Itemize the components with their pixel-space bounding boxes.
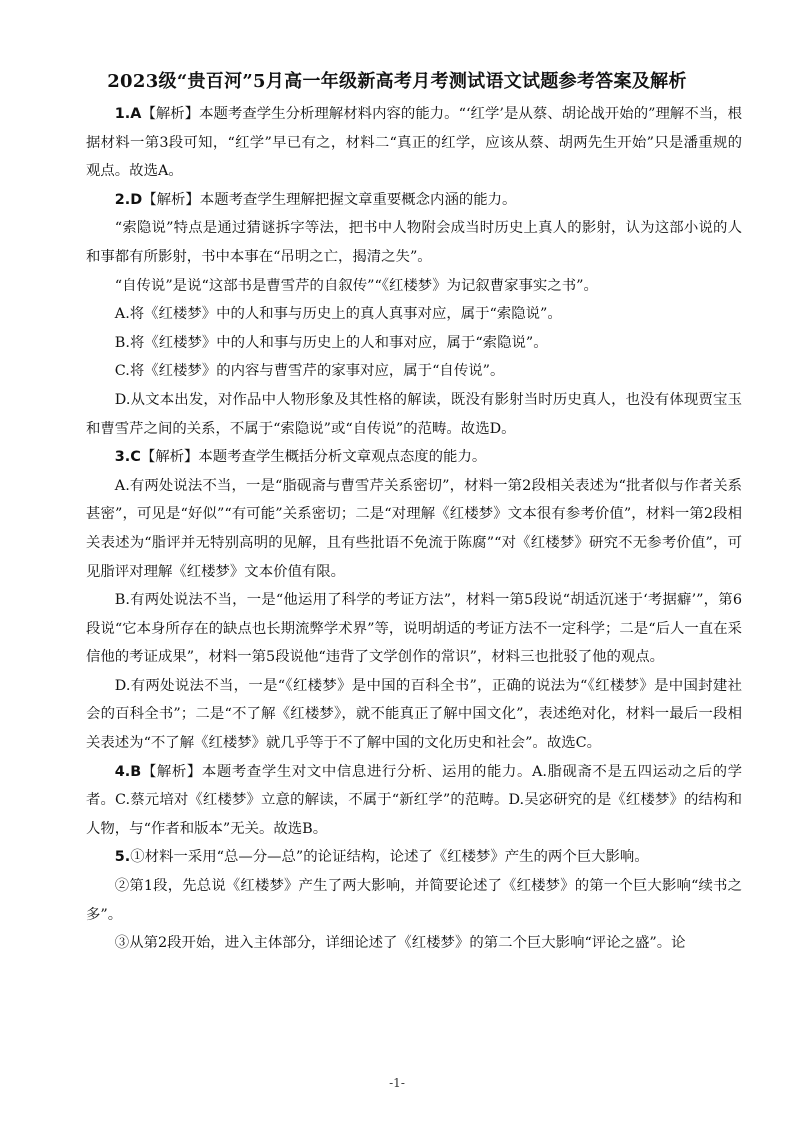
answer-4 (86, 758, 742, 844)
answer-2-option-d: D.从文本出发，对作品中人物形象及其性格的解读，既没有影射当时历史真人，也没有体现贾宝玉和曹雪芹之间的关系，不属于“索隐说”或“自传说”的范畴。故选D。 (86, 391, 742, 437)
answer-3-number: 3.C (114, 449, 141, 466)
answer-1-number: 1.A (114, 106, 142, 122)
answer-5 (86, 843, 742, 872)
answer-2-option-a: A.将《红楼梦》中的人和事与历史上的真人真事对应，属于“索隐说”。 (114, 306, 562, 323)
answer-5-text: ①材料一采用“总—分—总”的论证结构，论述了《红楼梦》产生的两个巨大影响。 (130, 849, 649, 866)
answer-4-number: 4.B (114, 763, 142, 780)
answer-3-text: 【解析】本题考查学生概括分析文章观点态度的能力。 (140, 449, 487, 466)
answer-3-option-a: A.有两处说法不当，一是“脂砚斋与曹雪芹关系密切”，材料一第2段相关表述为“批者似与作者关系甚密”，可见是“好似”“有可能”关系密切；二是“对理解《红楼梦》文本很有参考价值”，材料一第2段相关表述为“脂评并无特别高明的见解，且有些批语不免流于陈腐”“对《红楼梦》研究不无参考价值”，可见脂评对理解《红楼梦》文本价值有限。 (86, 477, 742, 580)
answer-2-option-b: B.将《红楼梦》中的人和事与历史上的人和事对应，属于“索隐说”。 (114, 334, 548, 351)
page-number: -1- (389, 1076, 405, 1090)
answer-3-option-b: B.有两处说法不当，一是“他运用了科学的考证方法”，材料一第5段说“胡适沉迷于‘考据癖’”，第6段说“它本身所存在的缺点也长期流弊学术界”等，说明胡适的考证方法不一定科学；二是“后人一直在采信他的考证成果”，材料一第5段说他“违背了文学创作的常识”，材料三也批驳了他的观点。 (86, 592, 742, 666)
answer-2-text: 【解析】本题考查学生理解把握文章重要概念内涵的能力。 (142, 191, 517, 208)
answer-2-number: 2.D (114, 191, 143, 208)
answer-1-text: 【解析】本题考查学生分析理解材料内容的能力。“‘红学’是从蔡、胡论战开始的”理解不当，根据材料一第3段可知，“红学”早已有之，材料二“真正的红学，应该从蔡、胡两先生开始”只是潘重规的观点。故选A。 (86, 106, 742, 180)
answer-2-option-c: C.将《红楼梦》的内容与曹雪芹的家事对应，属于“自传说”。 (114, 363, 505, 380)
answer-2-paragraph: “索隐说”特点是通过猜谜拆字等法，把书中人物附会成当时历史上真人的影射，认为这部小说的人和事都有所影射，书中本事在“吊明之亡，揭清之失”。 (86, 220, 742, 265)
answer-3 (86, 443, 742, 472)
answer-2 (86, 186, 742, 215)
answer-4-text: 【解析】本题考查学生对文中信息进行分析、运用的能力。A.脂砚斋不是五四运动之后的学者。C.蔡元培对《红楼梦》立意的解读，不属于“新红学”的范畴。D.吴宓研究的是《红楼梦》的结构和人物，与“作者和版本”无关。故选B。 (86, 763, 742, 837)
page-title: 2023级“贵百河”5月高一年级新高考月考测试语文试题参考答案及解析 (107, 71, 687, 92)
answer-5-number: 5. (114, 849, 131, 866)
answer-1 (86, 100, 742, 186)
answer-2-paragraph: “自传说”是说“这部书是曹雪芹的自叙传”“《红楼梦》为记叙曹家事实之书”。 (114, 277, 598, 294)
answer-5-paragraph: ②第1段，先总说《红楼梦》产生了两大影响，并简要论述了《红楼梦》的第一个巨大影响“续书之多”。 (86, 878, 742, 923)
answer-5-paragraph: ③从第2段开始，进入主体部分，详细论述了《红楼梦》的第二个巨大影响“评论之盛”。论 (114, 935, 686, 952)
answer-content (86, 100, 742, 958)
answer-3-option-d: D.有两处说法不当，一是“《红楼梦》是中国的百科全书”，正确的说法为“《红楼梦》是中国封建社会的百科全书”；二是“不了解《红楼梦》，就不能真正了解中国文化”，表述绝对化，材料一最后一段相关表述为“不了解《红楼梦》就几乎等于不了解中国的文化历史和社会”。故选C。 (86, 677, 742, 752)
